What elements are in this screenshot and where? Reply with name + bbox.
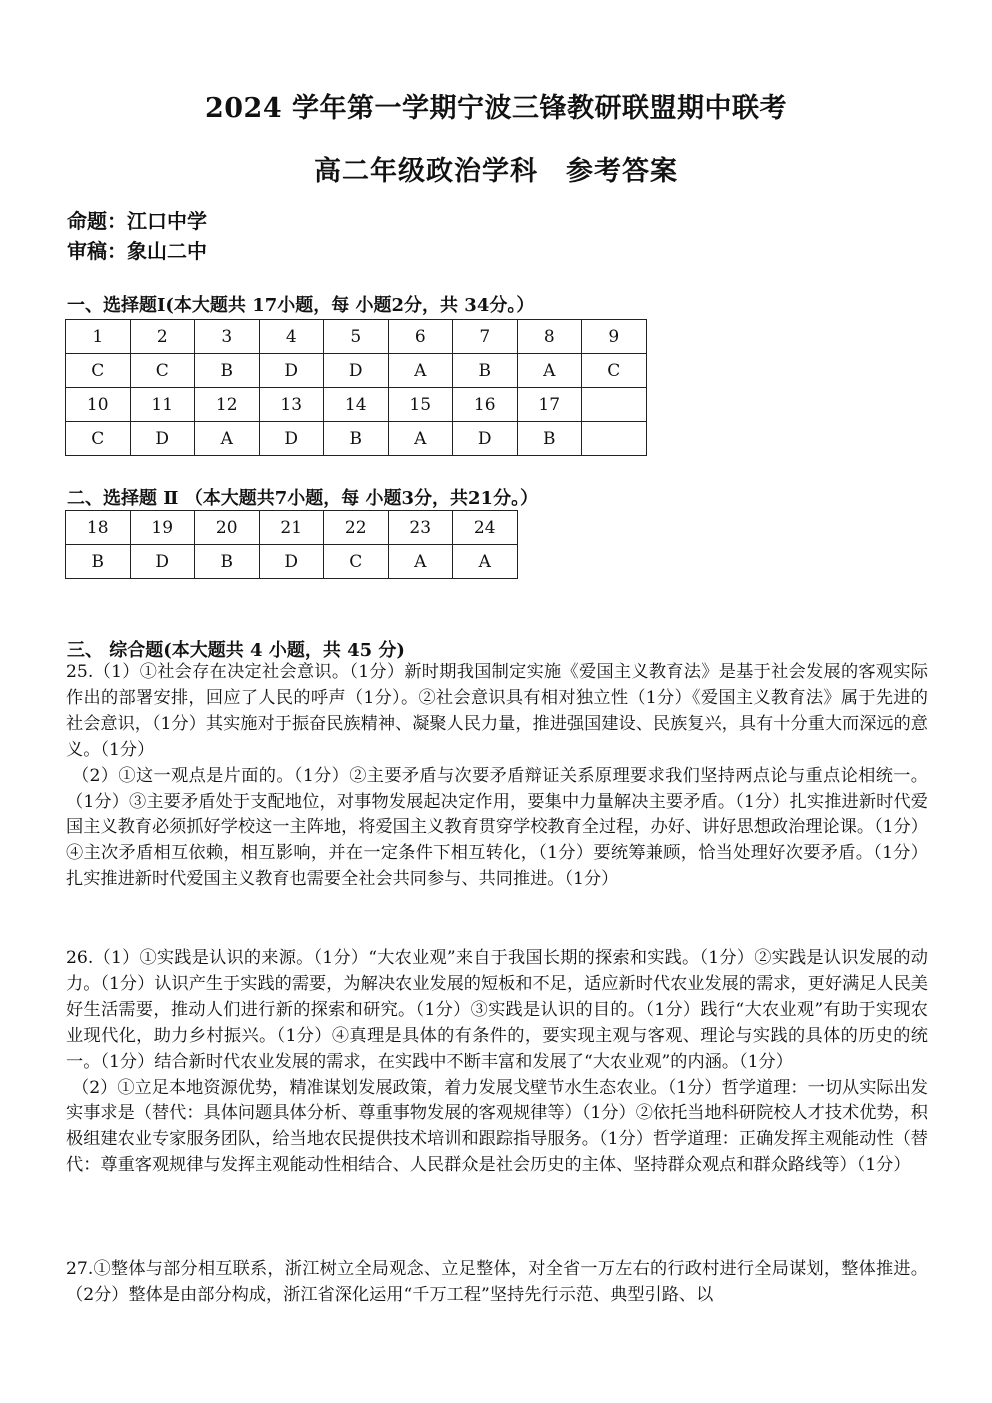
table-cell: 24 (453, 511, 518, 545)
section2-answer-table (65, 510, 518, 579)
table-cell: 15 (388, 388, 453, 422)
q27-text: 27.①整体与部分相互联系，浙江树立全局观念、立足整体，对全省一万左右的行政村进行全局谋划，整体推进。（2分）整体是由部分构成，浙江省深化运用“千万工程”坚持先行示范、典型引路、以 (66, 1259, 928, 1305)
table-cell: B (453, 354, 518, 388)
table-cell: 23 (388, 511, 453, 545)
table-cell: 1 (66, 320, 131, 354)
section3-heading: 三、 综合题(本大题共 4 小题，共 45 分) (67, 640, 405, 661)
table-row (66, 511, 518, 545)
table-cell: B (66, 545, 131, 579)
table-cell: D (130, 422, 195, 456)
table-cell: 2 (130, 320, 195, 354)
table-cell: A (388, 422, 453, 456)
table-row (66, 545, 518, 579)
table-cell: 7 (453, 320, 518, 354)
table-cell: C (66, 354, 131, 388)
page-title: 2024 学年第一学期宁波三锋教研联盟期中联考 (204, 93, 788, 124)
table-cell: A (195, 422, 260, 456)
table-cell: 4 (259, 320, 324, 354)
author-line: 命题：江口中学 (67, 209, 207, 233)
table-cell: 16 (453, 388, 518, 422)
table-cell: 3 (195, 320, 260, 354)
table-cell: A (388, 545, 453, 579)
table-cell: 9 (582, 320, 647, 354)
table-cell: A (517, 354, 582, 388)
table-cell: 14 (324, 388, 389, 422)
section1-heading: 一、选择题Ⅰ(本大题共 17小题，每 小题2分，共 34分。） (67, 295, 535, 316)
table-cell: C (582, 354, 647, 388)
table-cell: B (195, 354, 260, 388)
table-cell: 5 (324, 320, 389, 354)
table-cell: B (517, 422, 582, 456)
table-cell: 19 (130, 511, 195, 545)
table-cell: 17 (517, 388, 582, 422)
table-row (66, 422, 647, 456)
table-cell: D (259, 354, 324, 388)
table-cell: C (130, 354, 195, 388)
table-cell: 18 (66, 511, 131, 545)
table-cell: D (130, 545, 195, 579)
table-cell: C (66, 422, 131, 456)
table-cell: D (453, 422, 518, 456)
table-cell: C (324, 545, 389, 579)
question-27-answer (66, 1257, 928, 1309)
table-row (66, 388, 647, 422)
table-cell: 22 (324, 511, 389, 545)
q25-part1: 25.（1）①社会存在决定社会意识。（1分）新时期我国制定实施《爱国主义教育法》是基于社会发展的客观实际作出的部署安排，回应了人民的呼声（1分）。②社会意识具有相对独立性（1分）《爱国主义教育法》属于先进的社会意识，（1分）其实施对于振奋民族精神、凝聚人民力量，推进强国建设、民族复兴，具有十分重大而深远的意义。（1分） (66, 662, 928, 760)
table-cell: A (388, 354, 453, 388)
table-cell: A (453, 545, 518, 579)
table-cell: D (324, 354, 389, 388)
section1-answer-table (65, 319, 647, 456)
table-cell: 13 (259, 388, 324, 422)
table-cell: D (259, 422, 324, 456)
table-row (66, 354, 647, 388)
page-subtitle (0, 149, 992, 188)
subtitle-answers: 参考答案 (566, 156, 678, 187)
table-cell: 21 (259, 511, 324, 545)
table-cell (582, 422, 647, 456)
q26-part2: （2）①立足本地资源优势，精准谋划发展政策，着力发展戈壁节水生态农业。（1分）哲学道理：一切从实际出发实事求是（替代：具体问题具体分析、尊重事物发展的客观规律等）（1分）②依托当地科研院校人才技术优势，积极组建农业专家服务团队，给当地农民提供技术培训和跟踪指导服务。（1分）哲学道理：正确发挥主观能动性（替代：尊重客观规律与发挥主观能动性相结合、人民群众是社会历史的主体、坚持群众观点和群众路线等）（1分） (66, 1077, 928, 1176)
reviewer-line: 审稿：象山二中 (67, 239, 207, 263)
q25-part2: （2）①这一观点是片面的。（1分）②主要矛盾与次要矛盾辩证关系原理要求我们坚持两点论与重点论相统一。（1分）③主要矛盾处于支配地位，对事物发展起决定作用，要集中力量解决主要矛盾。（1分）扎实推进新时代爱国主义教育必须抓好学校这一主阵地，将爱国主义教育贯穿学校教育全过程，办好、讲好思想政治理论课。（1分）④主次矛盾相互依赖，相互影响，并在一定条件下相互转化，（1分）要统筹兼顾，恰当处理好次要矛盾。（1分）扎实推进新时代爱国主义教育也需要全社会共同参与、共同推进。（1分） (66, 765, 928, 890)
table-cell: 20 (195, 511, 260, 545)
table-cell: 10 (66, 388, 131, 422)
table-cell: B (195, 545, 260, 579)
table-cell: 12 (195, 388, 260, 422)
table-cell: D (259, 545, 324, 579)
subtitle-subject: 高二年级政治学科 (314, 156, 538, 187)
table-cell: 6 (388, 320, 453, 354)
section2-heading: 二、选择题 Ⅱ （本大题共7小题，每 小题3分，共21分。） (67, 488, 539, 509)
table-cell: 8 (517, 320, 582, 354)
q26-part1: 26.（1）①实践是认识的来源。（1分）“大农业观”来自于我国长期的探索和实践。（1分）②实践是认识发展的动力。（1分）认识产生于实践的需要，为解决农业发展的短板和不足，适应新时代农业发展的需求，更好满足人民美好生活需要，推动人们进行新的探索和研究。（1分）③实践是认识的目的。（1分）践行“大农业观”有助于实现农业现代化，助力乡村振兴。（1分）④真理是具体的有条件的，要实现主观与客观、理论与实践的具体的历史的统一。（1分）结合新时代农业发展的需求，在实践中不断丰富和发展了“大农业观”的内涵。（1分） (66, 948, 928, 1072)
table-cell (582, 388, 647, 422)
question-25-answer (66, 660, 928, 893)
table-cell: 11 (130, 388, 195, 422)
table-cell: B (324, 422, 389, 456)
question-26-answer (66, 946, 928, 1179)
table-row (66, 320, 647, 354)
